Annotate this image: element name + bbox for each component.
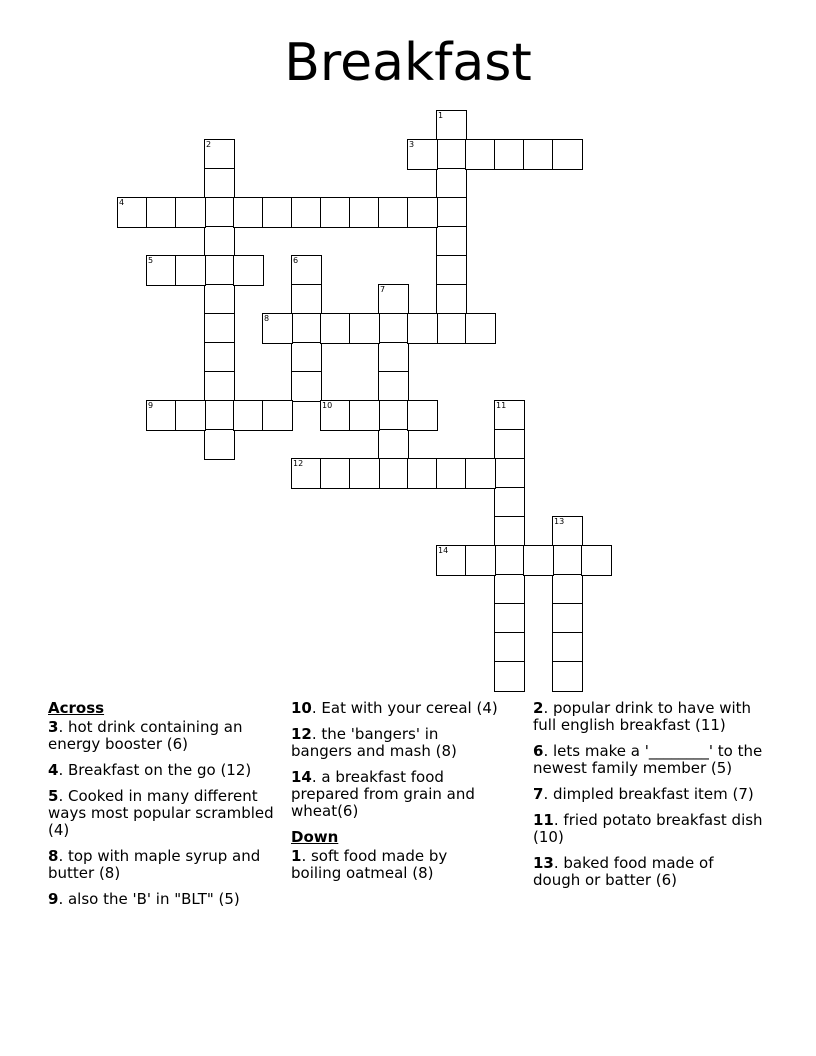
grid-cell[interactable] <box>494 574 525 605</box>
grid-cell[interactable] <box>378 371 409 402</box>
cell-number: 6 <box>293 256 299 265</box>
grid-cell[interactable] <box>494 487 525 518</box>
grid-cell[interactable] <box>175 400 206 431</box>
grid-cell[interactable] <box>204 371 235 402</box>
grid-cell[interactable] <box>552 661 583 692</box>
clues-column-2 <box>291 700 501 891</box>
clue-across-3: 3. hot drink containing an energy booster (6) <box>48 718 243 753</box>
grid-cell[interactable] <box>320 197 351 228</box>
grid-cell[interactable] <box>204 342 235 373</box>
clue-across-12: 12. the 'bangers' in bangers and mash (8) <box>291 725 457 760</box>
grid-cell[interactable] <box>262 400 293 431</box>
clue-down-11: 11. fried potato breakfast dish (10) <box>533 811 763 846</box>
grid-cell[interactable] <box>436 197 467 228</box>
clue-across-5: 5. Cooked in many different ways most popular scrambled (4) <box>48 787 274 839</box>
grid-cell[interactable] <box>407 139 438 170</box>
grid-cell[interactable] <box>378 458 409 489</box>
grid-cell[interactable] <box>436 110 467 141</box>
grid-cell[interactable] <box>407 458 438 489</box>
grid-cell[interactable] <box>146 197 177 228</box>
cell-number: 4 <box>119 198 125 207</box>
grid-cell[interactable] <box>320 400 351 431</box>
clues-column-1 <box>48 700 283 917</box>
grid-cell[interactable] <box>494 545 525 576</box>
cell-number: 13 <box>554 517 565 526</box>
grid-cell[interactable] <box>175 197 206 228</box>
grid-cell[interactable] <box>436 458 467 489</box>
grid-cell[interactable] <box>233 255 264 286</box>
grid-cell[interactable] <box>436 545 467 576</box>
grid-cell[interactable] <box>349 313 380 344</box>
grid-cell[interactable] <box>349 458 380 489</box>
grid-cell[interactable] <box>465 458 496 489</box>
across-heading: Across <box>48 699 105 717</box>
grid-cell[interactable] <box>494 400 525 431</box>
grid-cell[interactable] <box>407 197 438 228</box>
grid-cell[interactable] <box>117 197 148 228</box>
clue-down-2: 2. popular drink to have with full english breakfast (11) <box>533 699 752 734</box>
grid-cell[interactable] <box>436 255 467 286</box>
clue-across-10: 10. Eat with your cereal (4) <box>291 699 498 717</box>
grid-cell[interactable] <box>494 661 525 692</box>
grid-cell[interactable] <box>291 255 322 286</box>
clue-across-14: 14. a breakfast food prepared from grain and wheat(6) <box>291 768 475 820</box>
clue-down-7: 7. dimpled breakfast item (7) <box>533 785 754 803</box>
grid-cell[interactable] <box>523 139 554 170</box>
clue-down-1: 1. soft food made by boiling oatmeal (8) <box>291 847 448 882</box>
grid-cell[interactable] <box>320 313 351 344</box>
grid-cell[interactable] <box>465 313 496 344</box>
grid-cell[interactable] <box>552 516 583 547</box>
grid-cell[interactable] <box>233 400 264 431</box>
clue-across-4: 4. Breakfast on the go (12) <box>48 761 252 779</box>
grid-cell[interactable] <box>378 284 409 315</box>
grid-cell[interactable] <box>494 603 525 634</box>
grid-cell[interactable] <box>262 197 293 228</box>
grid-cell[interactable] <box>349 197 380 228</box>
grid-cell[interactable] <box>494 458 525 489</box>
grid-cell[interactable] <box>204 429 235 460</box>
page-title: Breakfast <box>284 33 532 93</box>
grid-cell[interactable] <box>204 168 235 199</box>
grid-cell[interactable] <box>291 458 322 489</box>
grid-cell[interactable] <box>291 313 322 344</box>
grid-cell[interactable] <box>552 632 583 663</box>
clue-across-8: 8. top with maple syrup and butter (8) <box>48 847 261 882</box>
grid-cell[interactable] <box>407 400 438 431</box>
cell-number: 3 <box>409 140 415 149</box>
cell-number: 2 <box>206 140 212 149</box>
grid-cell[interactable] <box>204 197 235 228</box>
grid-cell[interactable] <box>378 313 409 344</box>
cell-number: 14 <box>438 546 449 555</box>
cell-number: 1 <box>438 111 444 120</box>
grid-cell[interactable] <box>465 139 496 170</box>
grid-cell[interactable] <box>465 545 496 576</box>
grid-cell[interactable] <box>378 400 409 431</box>
grid-cell[interactable] <box>204 226 235 257</box>
clues-column-3 <box>533 700 763 898</box>
grid-cell[interactable] <box>204 284 235 315</box>
clue-down-13: 13. baked food made of dough or batter (6) <box>533 854 714 889</box>
grid-cell[interactable] <box>204 313 235 344</box>
grid-cell[interactable] <box>291 284 322 315</box>
clue-down-6: 6. lets make a '________' to the newest family member (5) <box>533 742 763 777</box>
grid-cell[interactable] <box>378 429 409 460</box>
grid-cell[interactable] <box>436 139 467 170</box>
cell-number: 8 <box>264 314 270 323</box>
grid-cell[interactable] <box>552 139 583 170</box>
cell-number: 9 <box>148 401 154 410</box>
grid-cell[interactable] <box>494 429 525 460</box>
grid-cell[interactable] <box>436 168 467 199</box>
grid-cell[interactable] <box>233 197 264 228</box>
grid-cell[interactable] <box>494 632 525 663</box>
grid-cell[interactable] <box>146 400 177 431</box>
grid-cell[interactable] <box>436 284 467 315</box>
grid-cell[interactable] <box>436 313 467 344</box>
grid-cell[interactable] <box>175 255 206 286</box>
grid-cell[interactable] <box>552 574 583 605</box>
cell-number: 11 <box>496 401 507 410</box>
grid-cell[interactable] <box>291 197 322 228</box>
grid-cell[interactable] <box>436 226 467 257</box>
cell-number: 5 <box>148 256 154 265</box>
grid-cell[interactable] <box>204 139 235 170</box>
grid-cell[interactable] <box>523 545 554 576</box>
grid-cell[interactable] <box>407 313 438 344</box>
down-heading: Down <box>291 828 339 846</box>
grid-cell[interactable] <box>378 342 409 373</box>
grid-cell[interactable] <box>581 545 612 576</box>
grid-cell[interactable] <box>494 516 525 547</box>
grid-cell[interactable] <box>146 255 177 286</box>
cell-number: 7 <box>380 285 386 294</box>
grid-cell[interactable] <box>291 371 322 402</box>
grid-cell[interactable] <box>320 458 351 489</box>
grid-cell[interactable] <box>552 545 583 576</box>
grid-cell[interactable] <box>204 255 235 286</box>
grid-cell[interactable] <box>349 400 380 431</box>
cell-number: 10 <box>322 401 333 410</box>
grid-cell[interactable] <box>378 197 409 228</box>
grid-cell[interactable] <box>552 603 583 634</box>
grid-cell[interactable] <box>204 400 235 431</box>
grid-cell[interactable] <box>262 313 293 344</box>
clue-across-9: 9. also the 'B' in "BLT" (5) <box>48 890 240 908</box>
grid-cell[interactable] <box>291 342 322 373</box>
cell-number: 12 <box>293 459 304 468</box>
grid-cell[interactable] <box>494 139 525 170</box>
